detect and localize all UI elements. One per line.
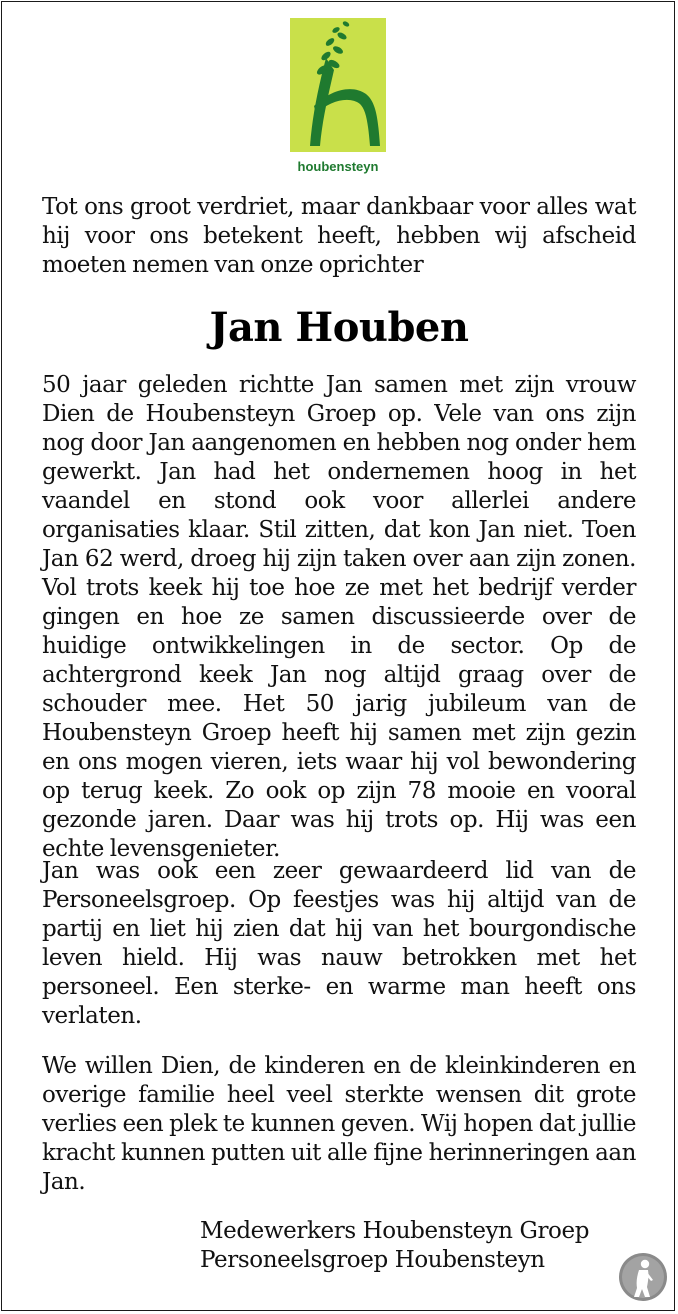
intro-text: Tot ons groot verdriet, maar dankbaar voor alles wat hij voor ons betekent heeft, hebben wij afscheid moeten nemen van onze oprichter: [42, 194, 636, 278]
paragraph-history: 50 jaar geleden richtte Jan samen met zijn vrouw Dien de Houbensteyn Groep op. Vele van ons zijn nog door Jan aangenomen en hebben nog onder hem gewerkt. Jan had het ondernemen hoog in het vaandel en stond ook voor allerlei andere organisaties klaar. Stil zitten, dat kon Jan niet. Toen Jan 62 werd, droeg hij zijn taken over aan zijn zonen. Vol trots keek hij toe hoe ze met het bedrijf verder gingen en hoe ze samen discussieerde over de huidige ontwikkelingen in de sector. Op de achtergrond keek Jan nog altijd graag over de schouder mee. Het 50 jarig jubileum van de Houbensteyn Groep heeft hij samen met zijn gezin en ons mogen vieren, iets waar hij vol bewondering op terug keek. Zo ook op zijn 78 mooie en vooral gezonde jaren. Daar was hij trots op. Hij was een echte levensgenieter.: [42, 372, 636, 862]
signature-block: [200, 1217, 640, 1275]
logo-brand-text: houbensteyn: [297, 159, 379, 174]
houbensteyn-logo: [288, 18, 388, 176]
signature-line-staff: Medewerkers Houbensteyn Groep: [200, 1218, 590, 1244]
paragraph-personnel: Jan was ook een zeer gewaardeerd lid van de Personeelsgroep. Op feestjes was hij altijd van de partij en liet hij zien dat hij van het bourgondische leven hield. Hij was nauw betrokken met het personeel. Een sterke- en warme man heeft ons verlaten.: [42, 858, 636, 1029]
signature-line-personnel-group: Personeelsgroep Houbensteyn: [200, 1247, 545, 1273]
paragraph-condolence: We willen Dien, de kinderen en de kleinkinderen en overige familie heel veel sterkte wensen dit grote verlies een plek te kunnen geven. Wij hopen dat jullie kracht kunnen putten uit alle fijne herinneringen aan Jan.: [42, 1053, 636, 1195]
person-silhouette-icon[interactable]: [618, 1252, 668, 1302]
deceased-name: Jan Houben: [209, 304, 469, 351]
